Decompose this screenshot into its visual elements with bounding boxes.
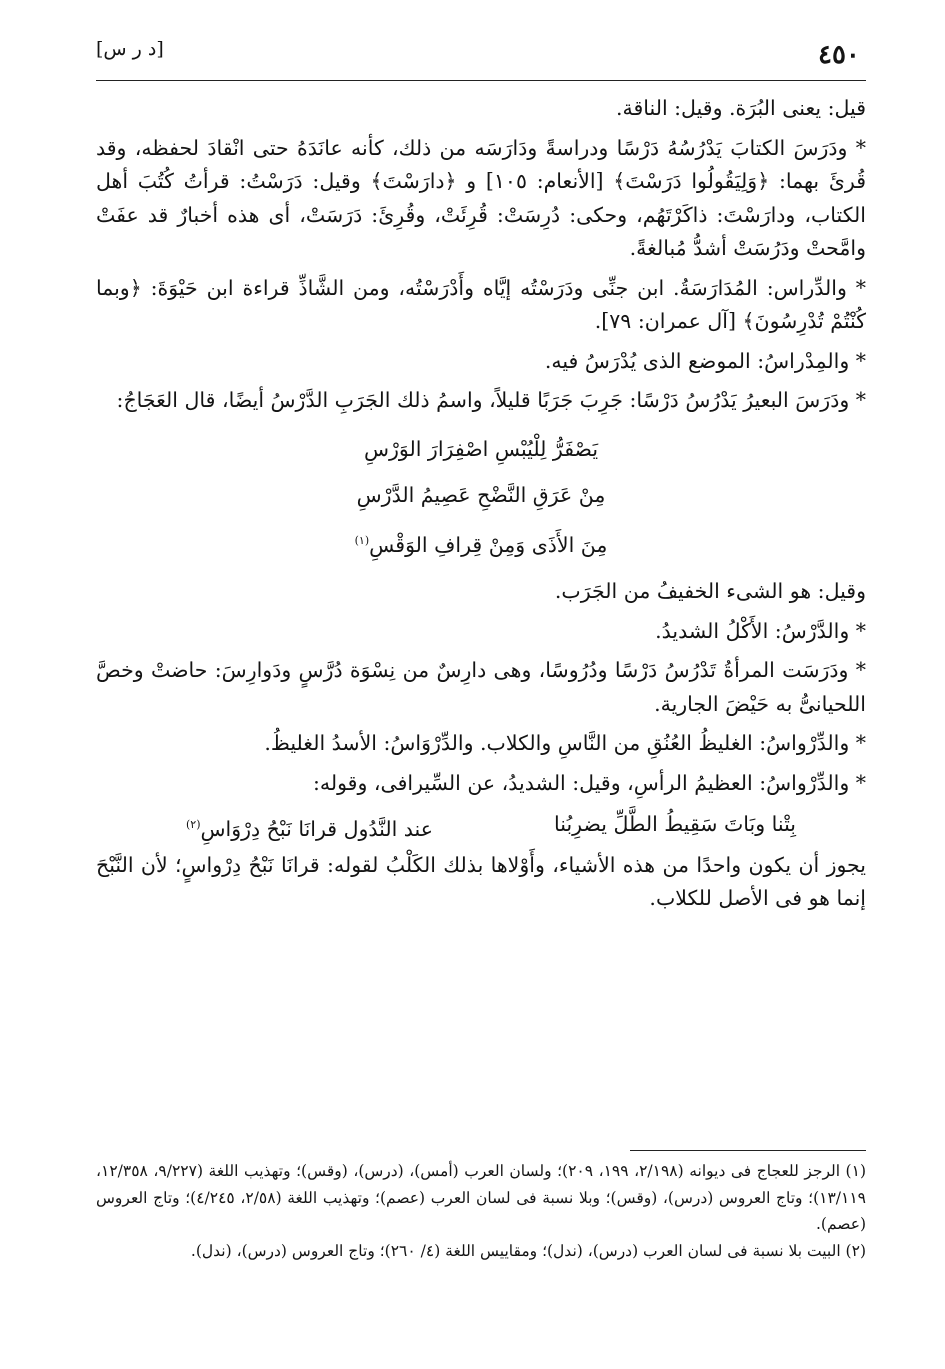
couplet-second-hemistich: عند النَّدُول قرانَا نَبْحُ دِرْوَاسِ [200,817,433,842]
footnote-marker: (١) [354,533,370,547]
footnote-rule [630,1150,866,1151]
footnote-marker: (٢) [186,818,201,832]
footnote: (١) الرجز للعجاج فى ديوانه (٢/١٩٨، ١٩٩، ٢٠٩)؛ ولسان العرب (أمس)، (درس)، (وقس)؛ وتهذيب اللغة (٩/٢٢٧، ١٢/٣٥٨، ١٣/١١٩)؛ وتاج العروس (درس)، (وقس)؛ وبلا نسبة فى لسان العرب (عصم)؛ وتهذيب اللغة (٢/٥٨، ٤/٢٤٥)؛ وتاج العروس (عصم). [96,1162,866,1233]
paragraph: * والدِّرْواسُ: الغليظُ العُنُقِ من النَّاسِ والكلاب. والدِّرْوَاسُ: الأسدُ الغليظُ. [264,731,866,756]
paragraph: * والدِّرْواسُ: العظيمُ الرأسِ، وقيل: الشديدُ، عن السِّيرافى، وقوله: [312,770,866,795]
paragraph: * والدِّراس: المُدَارَسَةُ. ابن جنِّى ودَرَسْتُه إيَّاه وأَدْرَسْتُه، ومن الشَّاذِّ قراءة ابن حَيْوَةَ: ﴿وبما كُنْتُمْ تُدْرِسُونَ﴾ [آل عمران: ٧٩]. [96,275,866,333]
footnote: (٢) البيت بلا نسبة فى لسان العرب (درس)، (ندل)؛ ومقاييس اللغة (٤/ ٢٦٠)؛ وتاج العروس (درس)، (ندل). [190,1241,866,1260]
verse-block [96,426,866,568]
paragraph: * ودَرَسَت المرأةُ تَدْرُسُ دَرْسًا ودُرُوسًا، وهى دارِسٌ من نِسْوَة دُرَّسٍ ودَوارِسَ: حاضتْ وخصَّ اللحيانىُّ به حَيْضَ الجارية. [96,658,866,716]
verse-line [96,518,866,568]
root-heading: [د ر س] [96,38,164,60]
couplet [96,806,866,848]
paragraph: قيل: يعنى البُرَة. وقيل: الناقة. [615,96,866,120]
paragraph: * والمِدْراسُ: الموضع الذى يُدْرَسُ فيه. [544,348,866,373]
paragraph: وقيل: هو الشىء الخفيفُ من الجَرَب. [554,579,866,604]
paragraph: * ودَرَسَ الكتابَ يَدْرُسُهُ دَرْسًا ودراسةً ودَارَسَه من ذلك، كأنه عانَدَهُ حتى انْقادَ لحفظه، وقد قُرئَ بهما: ﴿وَلِيَقُولُوا دَرَسْتَ﴾ [الأنعام: ١٠٥] و ﴿دارَسْتَ﴾ وقيل: دَرَسْتُ: قرأتُ كُتُبَ أهل الكتاب، ودارَسْتَ: ذاكَرْتَهُم، وحكى: دُرِسَتْ: قُرِئَتْ، وقُرِئَ: دَرَسَتْ، أى هذه أخبارٌ قد عفَتْ وامَّحتْ ودَرُسَتْ أشدُّ مُبالغةً. [96,135,867,260]
entry-body [96,92,866,922]
couplet-first-hemistich: بِتْنا وبَاتَ سَقِيطُ الطَّلِّ يضرِبُنا [554,812,796,837]
page-number: ٤٥٠ [818,40,860,70]
verse-line-text: مِنَ الأَذَى وَمِنْ قِرافِ الوَقْسِ [369,532,608,557]
verse-line: يَصْفَرُّ لِلْيُبْسِ اصْفِرَارَ الوَرْسِ [363,436,599,461]
footnotes [96,1158,866,1264]
paragraph: * والدَّرْسُ: الأَكْلُ الشديدُ. [655,618,866,643]
paragraph: * ودَرَسَ البعيرُ يَدْرُسُ دَرْسًا: جَرِبَ جَرَبًا قليلاً، واسمُ ذلك الجَرَبِ الدَّرْسُ أيضًا، قال العَجَاجُ: [116,388,866,412]
verse-line: مِنْ عَرَقِ النَّضْحِ عَصِيمُ الدَّرْسِ [356,482,606,507]
couplet-second-hemistich-wrap [186,808,433,846]
header-rule [96,80,866,81]
paragraph: يجوز أن يكون واحدًا من هذه الأشياء، وأَوْلاها بذلك الكَلْبُ لقوله: قرانَا نَبْحُ دِرْواسٍ؛ لأن النَّبْحَ إنما هو فى الأصل للكلاب. [96,852,866,911]
